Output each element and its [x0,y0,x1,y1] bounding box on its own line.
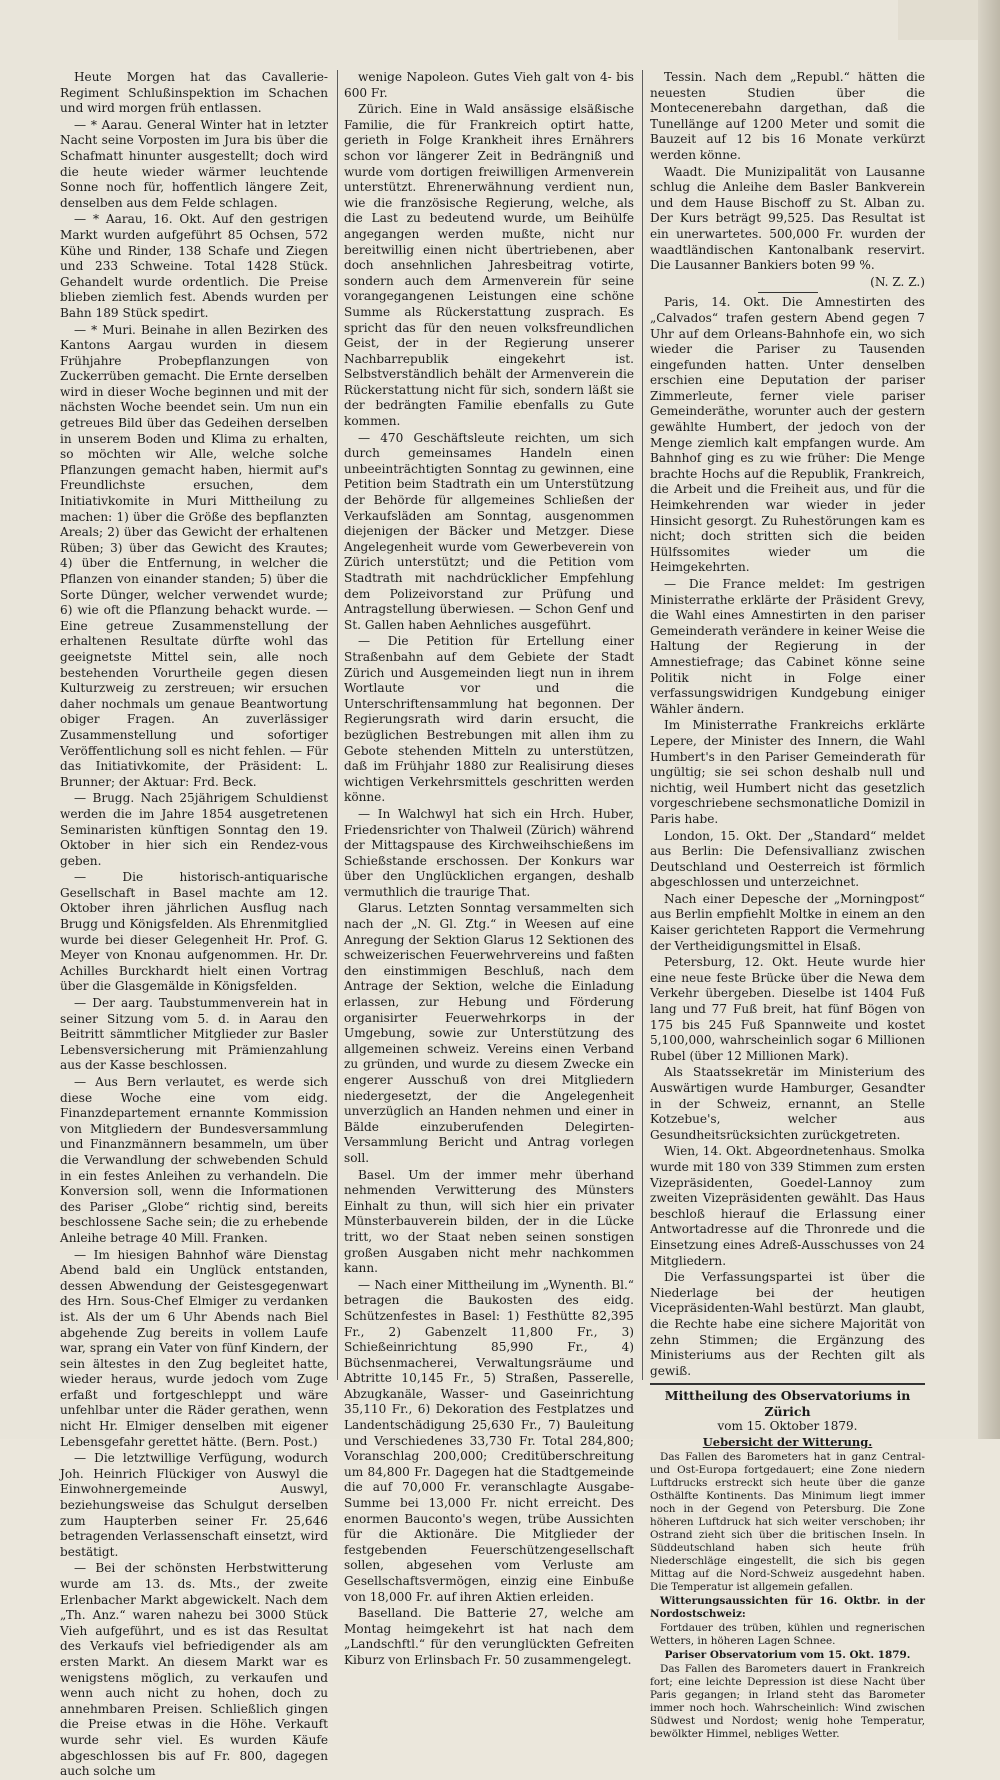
divider [758,292,818,293]
page-corner-shadow [898,0,978,40]
article-paragraph: — * Aarau. General Winter hat in letzter Nacht seine Vorposten im Jura bis über die Schafmatt hinunter ausgestellt; doch wird die heute wieder wärmer leuchtende Sonne noch für, hoffentlich längere Zeit, denselben aus dem Felde schlagen. [60,117,328,210]
column-rule [642,70,643,1380]
weather-subtitle: Uebersicht der Witterung. [702,1435,873,1450]
article-paragraph: Waadt. Die Munizipalität von Lausanne schlug die Anleihe dem Basler Bankverein und dem Hause Bischoff zu St. Alban zu. Der Kurs beträgt 99,525. Das Resultat ist ein unerwartetes. 500,000 Fr. wurden der waadtländischen Kantonalbank reservirt. Die Lausanner Bankiers boten 99 %. [650,164,925,273]
article-paragraph: wenige Napoleon. Gutes Vieh galt von 4- bis 600 Fr. [344,70,634,100]
article-paragraph: — Bei der schönsten Herbstwitterung wurde am 13. ds. Mts., der zweite Erlenbacher Markt abgewickelt. Nach dem „Th. Anz.“ waren nahezu bei 3000 Stück Vieh aufgeführt, und es ist das Resultat des Verkaufs viel befriedigender als am ersten Markt. An diesem Markt war es wenigstens möglich, zu verkaufen und wenn auch nicht zu hohen, doch zu annehmbaren Preisen. Schließlich gingen die Preise etwas in die Höhe. Verkauft wurde sehr viel. Es wurden Käufe abgeschlossen bis auf Fr. 800, dagegen auch solche um [60,1561,328,1779]
column-1 [60,70,328,1779]
article-paragraph: — 470 Geschäftsleute reichten, um sich durch gemeinsames Handeln einen unbeeinträchtigten Sonntag zu gewinnen, eine Petition beim Stadtrath ein um Unterstützung der Behörde für allgemeines Schließen der Verkaufsläden am Sonntag, ausgenommen diejenigen der Bäcker und Metzger. Diese Angelegenheit wurde vom Gewerbeverein von Zürich unterstützt; und die Petition vom Stadtrath mit nachdrücklicher Empfehlung dem Polizeivorstand zur Prüfung und Antragstellung überwiesen. — Schon Genf und St. Gallen haben Aehnliches ausgeführt. [344,430,634,632]
column-3 [650,70,925,1740]
weather-date: vom 15. Oktober 1879. [717,1419,858,1434]
weather-report [650,1383,925,1740]
article-paragraph: Glarus. Letzten Sonntag versammelten sich nach der „N. Gl. Ztg.“ in Weesen auf eine Anregung der Sektion Glarus 12 Sektionen des schweizerischen Feuerwehrvereins und faßten den einstimmigen Beschluß, nach dem Antrage der Sektion, welche die Einladung erlassen, zur Hebung und Förderung organisirter Feuerwehrkorps in der Umgebung, sowie zur Unterstützung des allgemeinen schweiz. Vereins einen Verband zu gründen, und wurde zu diesem Zwecke ein engerer Ausschuß von drei Mitgliedern niedergesetzt, der die Angelegenheit unverzüglich an Handen nehmen und einer in Bälde einzuberufenden Delegirten-Versammlung Bericht und Antrag vorlegen soll. [344,901,634,1165]
article-paragraph: — Die France meldet: Im gestrigen Ministerrathe erklärte der Präsident Grevy, die Wahl eines Amnestirten in den pariser Gemeinderath verändere in keiner Weise die Haltung der Regierung in der Amnestiefrage; das Cabinet könne seine Politik nicht in Folge einer verfassungswidrigen Kundgebung einiger Wähler ändern. [650,577,925,716]
signature: (N. Z. Z.) [870,274,925,289]
article-paragraph: Paris, 14. Okt. Die Amnestirten des „Calvados“ trafen gestern Abend gegen 7 Uhr auf dem Orleans-Bahnhofe ein, wo sich wieder die Pariser zu Tausenden eingefunden hatten. Unter denselben erschien eine Deputation der pariser Zimmerleute, ferner viele pariser Gemeinderäthe, worunter auch der gestern gewählte Humbert, der jedoch von der Menge ziemlich kalt empfangen wurde. Am Bahnhof ging es zu wie früher: Die Menge brachte Hochs auf die Republik, Frankreich, die Arbeit und die Freiheit aus, und für die Heimkehrenden war wieder in jeder Hinsicht gesorgt. Zu Ruhestörungen kam es nicht; doch stritten sich die beiden Hülfssomites wieder um die Heimgekehrten. [650,295,925,575]
article-paragraph: — Brugg. Nach 25jährigem Schuldienst werden die im Jahre 1854 ausgetretenen Seminaristen künftigen Sonntag den 19. Oktober in hier sich ein Rendez-vous geben. [60,791,328,868]
article-paragraph: Nach einer Depesche der „Morningpost“ aus Berlin empfiehlt Moltke in einem an den Kaiser gerichteten Rapport die Vermehrung der Vertheidigungsmittel in Elsaß. [650,891,925,953]
article-paragraph: Petersburg, 12. Okt. Heute wurde hier eine neue feste Brücke über die Newa dem Verkehr übergeben. Dieselbe ist 1404 Fuß lang und 77 Fuß breit, hat fünf Bögen von 175 bis 245 Fuß Spannweite und kostet 5,100,000, wahrscheinlich sogar 6 Millionen Rubel (über 12 Millionen Mark). [650,955,925,1063]
article-paragraph: Baselland. Die Batterie 27, welche am Montag heimgekehrt ist hat nach dem „Landschftl.“ für den verunglückten Gefreiten Kiburz von Erlinsbach Fr. 50 zusammengelegt. [344,1606,634,1667]
article-paragraph: Tessin. Nach dem „Republ.“ hätten die neuesten Studien über die Montecenerebahn dargethan, daß die Tunellänge auf 1200 Meter und somit die Bauzeit auf 12 bis 16 Monate verkürzt werden könne. [650,70,925,162]
article-paragraph: — Die letztwillige Verfügung, wodurch Joh. Heinrich Flückiger von Auswyl die Einwohnergemeinde Auswyl, beziehungsweise das Schulgut derselben zum Haupterben seiner Fr. 25,646 betragenden Verlassenschaft einsetzt, wird bestätigt. [60,1451,328,1559]
article-paragraph: — Im hiesigen Bahnhof wäre Dienstag Abend bald ein Unglück entstanden, dessen Abwendung der Geistesgegenwart des Hrn. Sous-Chef Elmiger zu verdanken ist. Als der um 6 Uhr Abends nach Biel abgehende Zug bereits in vollem Laufe war, sprang ein Vater von fünf Kindern, der sein ältestes in den Zug begleitet hatte, wieder heraus, wurde jedoch vom Zuge erfaßt und fortgeschleppt und wäre unfehlbar unter die Räder gerathen, wenn nicht Hr. Elmiger denselben mit eigener Lebensgefahr gerettet hätte. (Bern. Post.) [60,1247,328,1449]
column-rule [337,70,338,1380]
weather-text: Das Fallen des Barometers hat in ganz Central- und Ost-Europa fortgedauert; eine Zone niedern Luftdrucks erstreckt sich heute über die ganze Osthälfte Kontinents. Das Minimum liegt immer noch in der Gegend von Petersburg. Die Zone höheren Luftdruck hat sich weiter verschoben; ihr Ostrand zieht sich über die britischen Inseln. In Süddeutschland haben sich heute früh Niederschläge eingestellt, die sich bis gegen Mittag auf die Nord-Schweiz ausgedehnt haben. Die Temperatur ist allgemein gefallen. [650,1450,925,1593]
article-paragraph: Als Staatssekretär im Ministerium des Auswärtigen wurde Hamburger, Gesandter in der Schweiz, ernannt, an Stelle Kotzebue's, welcher aus Gesundheitsrücksichten zurückgetreten. [650,1065,925,1142]
article-paragraph: — Die historisch-antiquarische Gesellschaft in Basel machte am 12. Oktober ihren jährlichen Ausflug nach Brugg und Königsfelden. Als Ehrenmitglied wurde bei dieser Gelegenheit Hr. Prof. G. Meyer von Knonau aufgenommen. Hr. Dr. Achilles Burckhardt hielt einen Vortrag über die Glasgemälde in Königsfelden. [60,870,328,994]
paris-observatory-heading: Pariser Observatorium vom 15. Okt. 1879. [664,1648,911,1661]
article-paragraph: Im Ministerrathe Frankreichs erklärte Lepere, der Minister des Innern, die Wahl Humbert's in den Pariser Gemeinderath für ungültig; sie sei schon deshalb null und nichtig, weil Humbert nicht das gesetzlich vorgeschriebene sechsmonatliche Domizil in Paris habe. [650,718,925,826]
article-paragraph: — Nach einer Mittheilung im „Wynenth. Bl.“ betragen die Baukosten des eidg. Schützenfestes in Basel: 1) Festhütte 82,395 Fr., 2) Gabenzelt 11,800 Fr., 3) Schießeinrichtung 85,990 Fr., 4) Büchsenmacherei, Verwaltungsräume und Abtritte 10,145 Fr., 5) Straßen, Passerelle, Abzugkanäle, Wasser- und Gaseinrichtung 35,110 Fr., 6) Dekoration des Festplatzes und Landentschädigung 25,630 Fr., 7) Bauleitung und Verschiedenes 33,730 Fr. Total 284,800; Voranschlag 200,000; Creditüberschreitung um 84,800 Fr. Dagegen hat die Stadtgemeinde die auf 70,000 Fr. veranschlagte Ausgabe-Summe bei 13,000 Fr. nicht erreicht. Des enormen Bauconto's wegen, trübe Aussichten für die Aktionäre. Die Mitglieder der festgebenden Feuerschützengesellschaft sollen, abgesehen vom Verluste am Gesellschaftsvermögen, einzig eine Einbuße von 18,000 Fr. auf ihren Aktien erleiden. [344,1277,634,1604]
article-paragraph: — * Aarau, 16. Okt. Auf den gestrigen Markt wurden aufgeführt 85 Ochsen, 572 Kühe und Rinder, 138 Schafe und Ziegen und 233 Schweine. Total 1428 Stück. Gehandelt wurde ordentlich. Die Preise blieben ziemlich fest. Abends wurden per Bahn 189 Stück spedirt. [60,212,328,320]
article-paragraph: — In Walchwyl hat sich ein Hrch. Huber, Friedensrichter von Thalweil (Zürich) während der Mittagspause des Kirchweihschießens im Schießstande erschossen. Der Konkurs war über den Unglücklichen ergangen, deshalb vermuthlich die traurige That. [344,806,634,899]
page-edge [978,0,1000,1439]
column-2 [344,70,634,1667]
article-paragraph: Basel. Um der immer mehr überhand nehmenden Verwitterung des Münsters Einhalt zu thun, will sich hier ein privater Münsterbauverein bilden, der in die Lücke tritt, wo der Staat neben seinen sonstigen großen Ausgaben nicht mehr nachkommen kann. [344,1167,634,1276]
article-paragraph: London, 15. Okt. Der „Standard“ meldet aus Berlin: Die Defensivallianz zwischen Deutschland und Oesterreich ist förmlich abgeschlossen und unterzeichnet. [650,828,925,890]
weather-forecast: Fortdauer des trüben, kühlen und regnerischen Wetters, in höheren Lagen Schnee. [650,1621,925,1647]
article-paragraph: Zürich. Eine in Wald ansässige elsäßische Familie, die für Frankreich optirt hatte, gerieth in Folge Krankheit ihres Ernährers schon vor längerer Zeit in Bedrängniß und wurde vom dortigen freiwilligen Armenverein unterstützt. Ehrenerwähnung verdient nun, wie die französische Regierung, welche, als die Last zu bedeutend wurde, um Beihülfe angegangen werden mußte, nicht nur bereitwillig einen nicht übertriebenen, aber doch ansehnlichen Jahresbeitrag votirte, sondern auch dem Armenverein für seine vorangegangenen Leistungen eine schöne Summe als Rückerstattung zusprach. Es spricht das für den neuen volksfreundlichen Geist, der in der Regierung unserer Nachbarrepublik eingekehrt ist. Selbstverständlich behält der Armenverein die Rückerstattung nicht für sich, sondern läßt sie der bedrängten Familie ebenfalls zu Gute kommen. [344,102,634,429]
article-paragraph: Wien, 14. Okt. Abgeordnetenhaus. Smolka wurde mit 180 von 339 Stimmen zum ersten Vizepräsidenten, Goedel-Lannoy zum zweiten Vizepräsidenten gewählt. Das Haus beschloß hierauf die Erlassung einer Antwortadresse auf die Thronrede und die Einsetzung eines Adreß-Ausschusses von 24 Mitgliedern. [650,1144,925,1268]
article-paragraph: — Die Petition für Ertellung einer Straßenbahn auf dem Gebiete der Stadt Zürich und Ausgemeinden liegt nun in ihrem Wortlaute vor und die Unterschriftensammlung hat begonnen. Der Regierungsrath wird darin ersucht, die bezüglichen Bestrebungen mit allen ihm zu Gebote stehenden Mitteln zu unterstützen, daß im Frühjahr 1880 zur Realisirung dieses wichtigen Verkehrsmittels geschritten werden könne. [344,634,634,805]
article-paragraph: Heute Morgen hat das Cavallerie-Regiment Schlußinspektion im Schachen und wird morgen früh entlassen. [60,70,328,116]
article-paragraph: — Der aarg. Taubstummenverein hat in seiner Sitzung vom 5. d. in Aarau den Beitritt sämmtlicher Mitglieder zur Basler Lebensversicherung mit Prämienzahlung aus der Kasse beschlossen. [60,996,328,1073]
article-paragraph: — * Muri. Beinahe in allen Bezirken des Kantons Aargau wurden in diesem Frühjahre Probepflanzungen von Zuckerrüben gemacht. Die Ernte derselben wird in dieser Woche beginnen und mit der nächsten Woche beendet sein. Um nun ein getreues Bild über das Gedeihen derselben in unserem Boden und Klima zu erhalten, so möchten wir Alle, welche solche Pflanzungen gemacht haben, hiermit auf's Freundlichste ersuchen, dem Initiativkomite in Muri Mittheilung zu machen: 1) über die Größe des bepflanzten Areals; 2) über das Gewicht der erhaltenen Rüben; 3) über das Gewicht des Krautes; 4) über die Entfernung, in welcher die Pflanzen von einander standen; 5) über die Sorte Dünger, welcher verwendet wurde; 6) wie oft die Pflanzung behackt wurde. — Eine getreue Zusammenstellung der erhaltenen Resultate dürfte wohl das geeignetste Mittel sein, alle noch bestehenden Vorurtheile gegen diesen Kulturzweig zu zerstreuen; wir ersuchen daher nochmals um genaue Beantwortung obiger Fragen. An zuverlässiger Zusammenstellung und sofortiger Veröffentlichung soll es nicht fehlen. — Für das Initiativkomite, der Präsident: L. Brunner; der Aktuar: Frd. Beck. [60,322,328,789]
weather-title: Mittheilung des Observatoriums in Zürich [664,1388,911,1419]
paris-observatory-text: Das Fallen des Barometers dauert in Frankreich fort; eine leichte Depression ist diese Nacht über Paris gegangen; in Irland steht das Barometer immer noch hoch. Wahrscheinlich: Wind zwischen Südwest und Nordost; wenig hohe Temperatur, bewölkter Himmel, nebliges Wetter. [650,1662,925,1740]
article-paragraph: — Aus Bern verlautet, es werde sich diese Woche eine vom eidg. Finanzdepartement ernannte Kommission von Mitgliedern der Bundesversammlung und Finanzmännern besammeln, um über die Verwandlung der schwebenden Schuld in ein festes Anleihen zu verhandeln. Die Konversion soll, wenn die Informationen des Pariser „Globe“ richtig sind, bereits beschlossene Sache sein; die zu erhebende Anleihe betrage 40 Mill. Franken. [60,1075,328,1245]
weather-forecast-heading: Witterungsaussichten für 16. Oktbr. in der Nordostschweiz: [650,1594,925,1620]
article-paragraph: Die Verfassungspartei ist über die Niederlage bei der heutigen Vicepräsidenten-Wahl bestürzt. Man glaubt, die Rechte habe eine sichere Majorität von zehn Stimmen; die Ergänzung des Ministeriums aus der Rechten gilt als gewiß. [650,1270,925,1378]
